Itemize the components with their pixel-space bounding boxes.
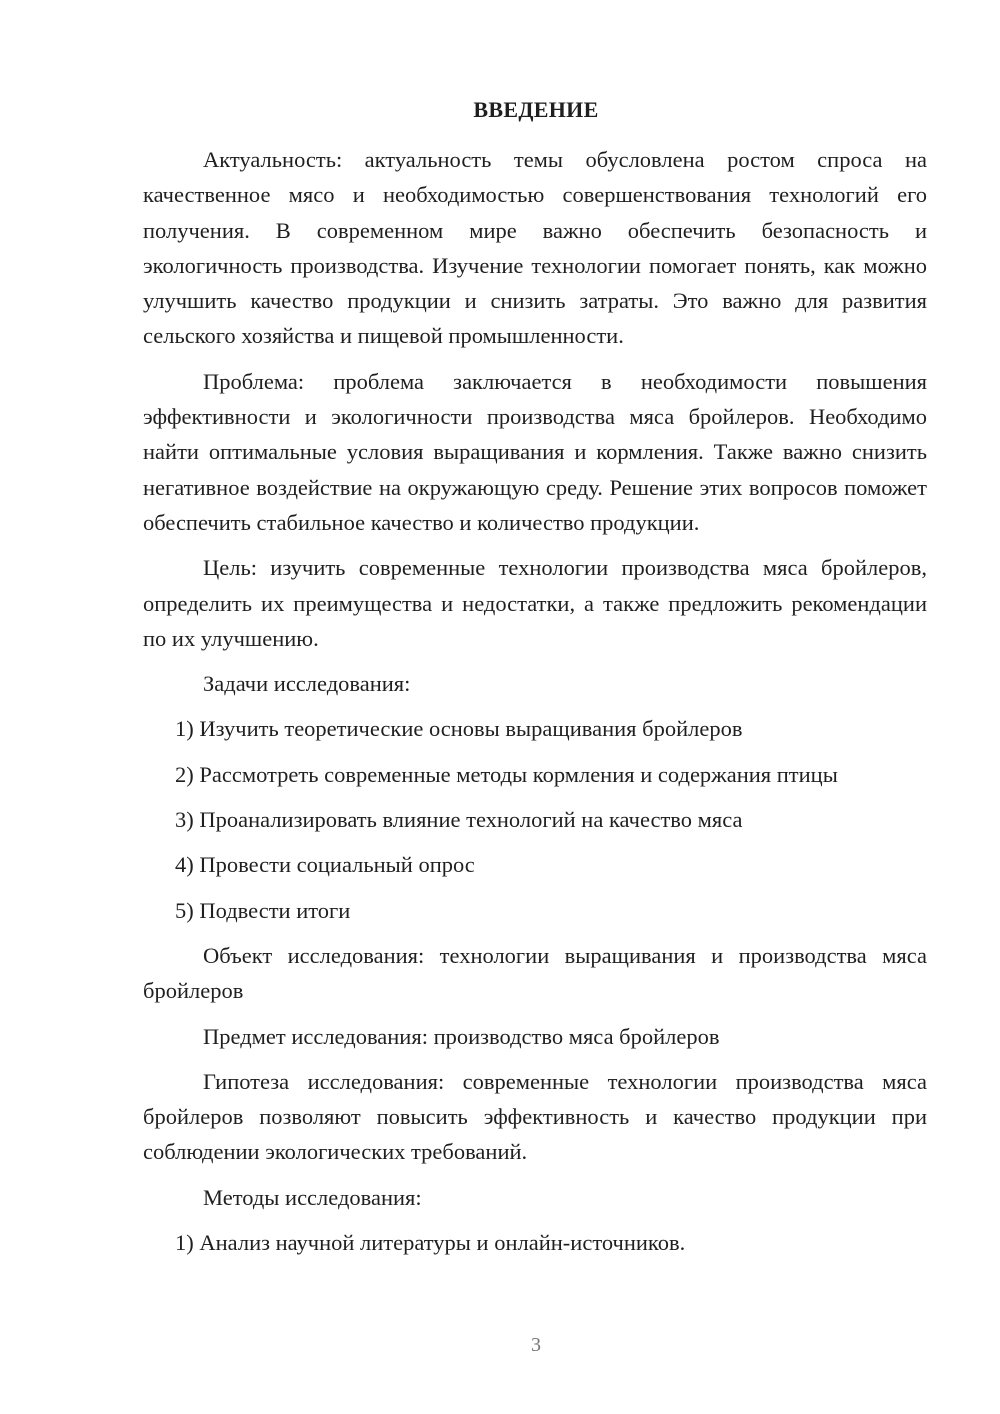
task-item: 1) Изучить теоретические основы выращивания бройлеров [175, 716, 743, 742]
subject-paragraph: Предмет исследования: производство мяса бройлеров [203, 1023, 720, 1049]
relevance-paragraph: Актуальность: актуальность темы обусловлена ростом спроса на качественное мясо и необходимостью совершенствования технологий его получения. В современном мире важно обеспечить безопасность и экологичность производства. Изучение технологии помогает понять, как можно улучшить качество продукции и снизить затраты. Это важно для развития сельского хозяйства и пищевой промышленности. [143, 147, 927, 349]
task-item: 2) Рассмотреть современные методы кормления и содержания птицы [175, 761, 838, 787]
page-title: ВВЕДЕНИЕ [473, 97, 599, 122]
task-item: 5) Подвести итоги [175, 897, 351, 923]
object-paragraph: Объект исследования: технологии выращивания и производства мяса бройлеров [143, 942, 927, 1004]
tasks-heading: Задачи исследования: [203, 671, 411, 697]
goal-paragraph: Цель: изучить современные технологии производства мяса бройлеров, определить их преимущества и недостатки, а также предложить рекомендации по их улучшению. [143, 555, 927, 651]
page-number: 3 [531, 1334, 541, 1356]
hypothesis-paragraph: Гипотеза исследования: современные технологии производства мяса бройлеров позволяют повысить эффективность и качество продукции при соблюдении экологических требований. [143, 1068, 927, 1165]
task-item: 4) Провести социальный опрос [175, 852, 475, 878]
problem-paragraph: Проблема: проблема заключается в необходимости повышения эффективности и экологичности производства мяса бройлеров. Необходимо найти оптимальные условия выращивания и кормления. Также важно снизить негативное воздействие на окружающую среду. Решение этих вопросов поможет обеспечить стабильное качество и количество продукции. [143, 368, 927, 535]
document-body [143, 142, 927, 1270]
method-item: 1) Анализ научной литературы и онлайн-источников. [175, 1230, 686, 1256]
task-item: 3) Проанализировать влияние технологий на качество мяса [175, 807, 743, 833]
methods-heading: Методы исследования: [203, 1184, 422, 1210]
